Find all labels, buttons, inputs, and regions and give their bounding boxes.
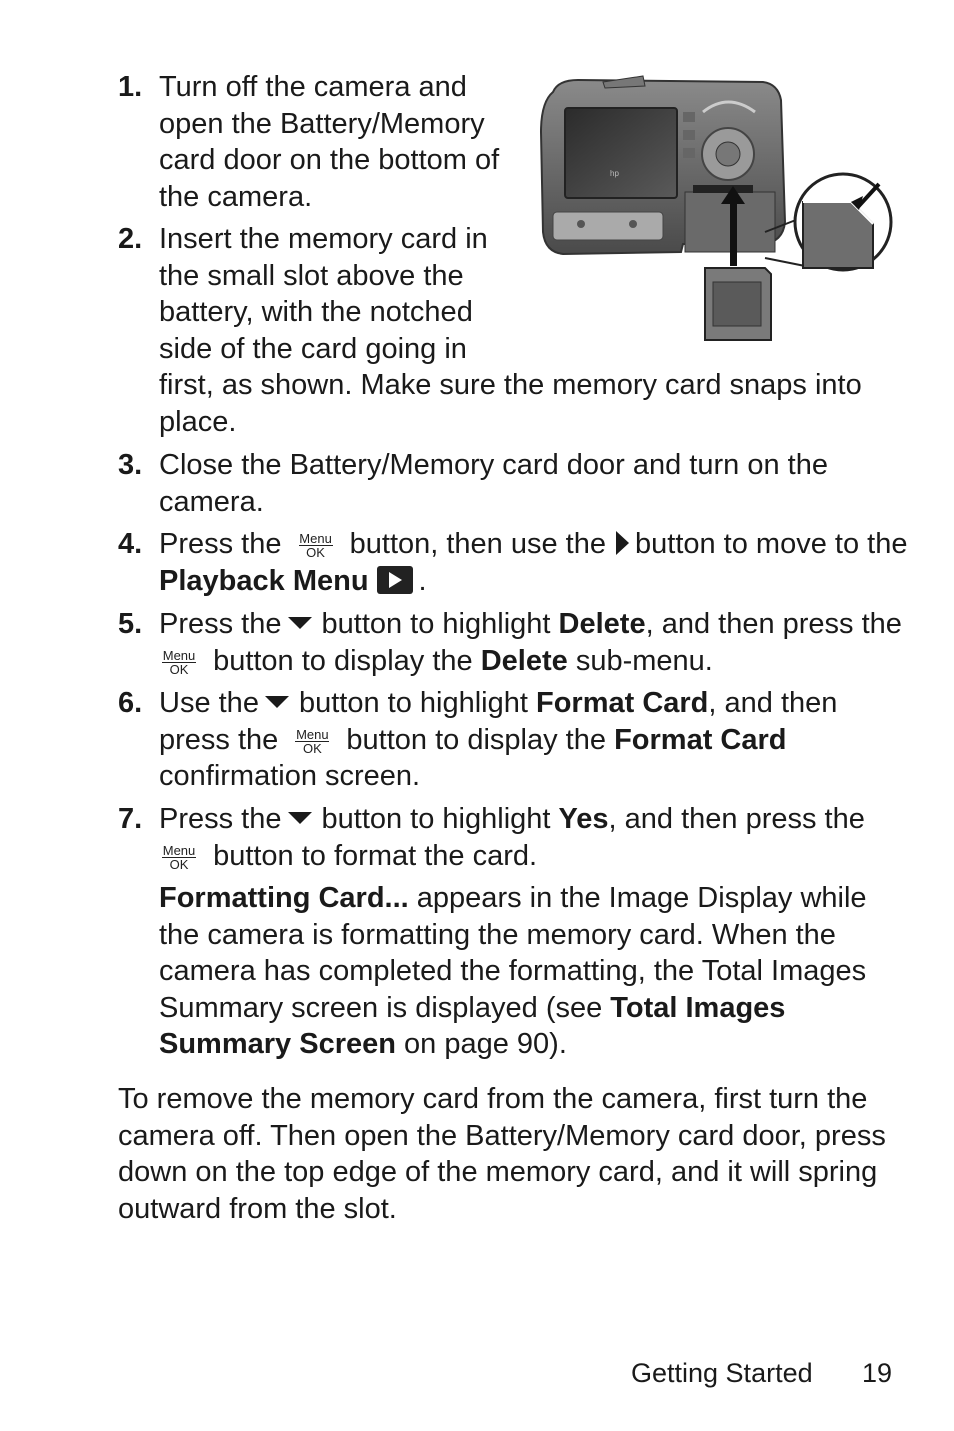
step-text: Press the: [159, 608, 282, 640]
removal-paragraph: To remove the memory card from the camera, first turn the camera off. Then open the Battery/Memory card door, press down on the top edge of the memory card, and it will spring outward from the slot.: [118, 1083, 886, 1225]
playback-menu-label: Playback Menu: [159, 564, 369, 597]
step-text: Press the: [159, 803, 282, 835]
step-number: 1.: [118, 71, 143, 103]
step-text: button to highlight: [298, 687, 528, 719]
ok-label: OK: [306, 545, 325, 561]
step-text: button to display the: [213, 644, 473, 677]
playback-menu-icon: [377, 566, 413, 594]
down-arrow-button-icon: [265, 696, 289, 708]
step-number: 4.: [118, 528, 143, 560]
svg-text:hp: hp: [610, 169, 619, 178]
step-text: press the: [159, 723, 279, 756]
step-text: , and then press the: [645, 608, 902, 640]
step-text-line: open the Battery/Memory: [159, 107, 485, 140]
step-text-line: the small slot above the: [159, 259, 464, 292]
step-2: [118, 221, 898, 440]
delete-label: Delete: [480, 644, 568, 677]
yes-label: Yes: [558, 803, 609, 835]
step-text: .: [418, 564, 427, 597]
menu-ok-button-icon: [296, 530, 336, 560]
ok-label: OK: [169, 856, 189, 872]
step-text: , and then: [708, 687, 838, 719]
step-text-line: side of the card going in: [159, 332, 467, 365]
formatting-note: [159, 880, 899, 1063]
note-text: on page 90).: [404, 1028, 567, 1060]
ok-label: OK: [302, 740, 322, 756]
menu-ok-button-icon: [292, 726, 332, 756]
step-text: button to display the: [346, 723, 606, 756]
cross-reference: Total Images Summary Screen: [159, 991, 786, 1060]
menu-ok-button-icon: [159, 842, 199, 872]
menu-ok-button-icon: [159, 647, 199, 677]
right-arrow-button-icon: [616, 531, 629, 555]
step-text-line: the camera.: [159, 180, 313, 213]
step-text-line: Turn off the camera and: [159, 71, 467, 103]
menu-label: Menu: [299, 531, 332, 547]
step-text: button to move to the: [635, 528, 908, 560]
step-number: 3.: [118, 449, 143, 481]
note-text: appears in the Image Display while the camera is formatting the memory card. When the camera has completed the formatting, the Total Images Summary screen is displayed (see: [159, 882, 867, 1024]
delete-label: Delete: [558, 608, 646, 640]
menu-label: Menu: [296, 726, 329, 742]
step-text-line: Insert the memory card in: [159, 223, 488, 255]
down-arrow-button-icon: [288, 812, 312, 824]
ok-label: OK: [169, 661, 189, 677]
step-text-rest: first, as shown. Make sure the memory card snaps into place.: [159, 369, 862, 438]
format-card-label: Format Card: [614, 723, 787, 756]
step-number: 2.: [118, 223, 143, 255]
step-text: button, then use the: [349, 528, 606, 560]
step-text: confirmation screen.: [159, 760, 421, 792]
step-1: [118, 69, 548, 215]
step-number: 5.: [118, 608, 143, 640]
format-card-label: Format Card: [535, 687, 709, 719]
step-text: Press the: [159, 528, 282, 560]
step-text: button to format the card.: [213, 839, 538, 872]
step-7: [118, 801, 908, 1063]
step-number: 6.: [118, 687, 143, 719]
step-3: [118, 447, 898, 520]
menu-label: Menu: [162, 842, 196, 858]
step-text-line: card door on the bottom of: [159, 144, 500, 176]
step-number: 7.: [118, 803, 143, 835]
step-text-line: battery, with the notched: [159, 296, 473, 328]
down-arrow-button-icon: [288, 617, 312, 629]
footer-section-title: Getting Started: [631, 1358, 813, 1388]
step-6: [118, 685, 908, 795]
footer-page-number: 19: [862, 1358, 893, 1388]
step-text: sub-menu.: [575, 644, 713, 677]
step-text: Close the Battery/Memory card door and turn on the camera.: [159, 449, 828, 518]
step-5: [118, 606, 908, 679]
step-text: Use the: [159, 687, 259, 719]
step-text: , and then press the: [608, 803, 865, 835]
step-text: button to highlight: [321, 803, 551, 835]
menu-label: Menu: [162, 647, 196, 663]
step-text: button to highlight: [321, 608, 551, 640]
step-4: [118, 526, 908, 599]
formatting-card-label: Formatting Card...: [159, 882, 409, 914]
